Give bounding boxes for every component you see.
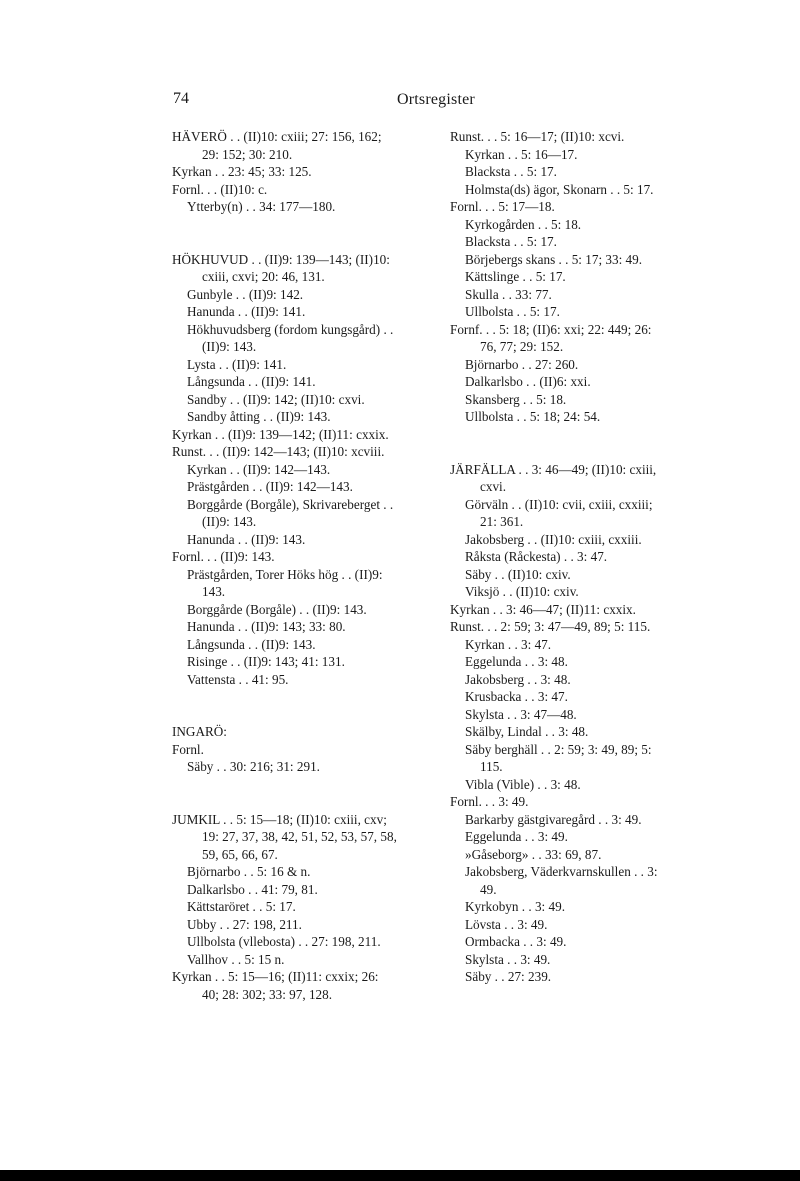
index-subentry: Sandby åtting . . (II)9: 143. — [187, 409, 331, 424]
index-subentry: Hanunda . . (II)9: 141. — [187, 304, 306, 319]
index-subentry: Barkarby gästgivaregård . . 3: 49. — [465, 811, 642, 827]
index-subentry: Kättslinge . . 5: 17. — [465, 269, 566, 284]
running-head-title: Ortsregister — [397, 91, 475, 108]
index-subentry: Vattensta . . 41: 95. — [187, 671, 289, 687]
index-subentry: Blacksta . . 5: 17. — [465, 164, 557, 179]
index-subentry: Skulla . . 33: 77. — [465, 286, 552, 302]
index-subentry: 40; 28: 302; 33: 97, 128. — [202, 986, 333, 1002]
index-entry: Fornf. . . 5: 18; (II)6: xxi; 22: 449; 26: — [450, 321, 652, 337]
index-entry: Fornl. . . (II)10: c. — [172, 181, 268, 197]
index-subentry: Björnarbo . . 27: 260. — [465, 356, 579, 372]
index-subentry: Hanunda . . (II)9: 143; 33: 80. — [187, 619, 346, 634]
index-subentry: Ytterby(n) . . 34: 177—180. — [187, 199, 336, 214]
index-subentry: 59, 65, 66, 67. — [202, 846, 278, 862]
index-subentry: Sandby . . (II)9: 142; (II)10: cxvi. — [187, 391, 365, 407]
index-subentry: Lysta . . (II)9: 141. — [187, 356, 287, 372]
index-subentry: 29: 152; 30: 210. — [202, 146, 293, 162]
index-subentry: Risinge . . (II)9: 143; 41: 131. — [187, 654, 345, 669]
index-subentry: Dalkarlsbo . . 41: 79, 81. — [187, 881, 318, 897]
index-subentry: Prästgården . . (II)9: 142—143. — [187, 479, 353, 494]
index-subentry: Dalkarlsbo . . (II)6: xxi. — [465, 374, 591, 389]
entry-spacer — [172, 776, 440, 811]
index-entry: Runst. . . 5: 16—17; (II)10: xcvi. — [450, 129, 625, 144]
index-subentry: Ullbolsta (vllebosta) . . 27: 198, 211. — [187, 934, 381, 949]
index-subentry: Björnarbo . . 5: 16 & n. — [187, 864, 311, 879]
index-subentry: Borggårde (Borgåle), Skrivareberget . . — [187, 496, 394, 512]
index-subentry: »Gåseborg» . . 33: 69, 87. — [465, 846, 602, 862]
index-subentry: Gunbyle . . (II)9: 142. — [187, 286, 304, 302]
index-subentry: Säby . . 27: 239. — [465, 969, 552, 984]
index-entry: Fornl. . . (II)9: 143. — [172, 549, 275, 564]
index-subentry: Hanunda . . (II)9: 143. — [187, 531, 306, 547]
index-subentry: Kyrkan . . (II)9: 142—143. — [187, 461, 331, 477]
index-subentry: Holmsta(ds) ägor, Skonarn . . 5: 17. — [465, 181, 654, 197]
index-subentry: Skylsta . . 3: 47—48. — [465, 706, 577, 722]
index-entry: Kyrkan . . 5: 15—16; (II)11: cxxix; 26: — [172, 969, 379, 984]
index-entry: Runst. . . (II)9: 142—143; (II)10: xcviii. — [172, 444, 385, 459]
index-entry: Runst. . . 2: 59; 3: 47—49, 89; 5: 115. — [450, 619, 651, 634]
index-subentry: Jakobsberg . . (II)10: cxiii, cxxiii. — [465, 531, 642, 547]
index-subentry: cxiii, cxvi; 20: 46, 131. — [202, 269, 325, 284]
index-subentry: Säby berghäll . . 2: 59; 3: 49, 89; 5: — [465, 741, 652, 757]
entry-spacer — [172, 688, 440, 723]
index-subentry: 19: 27, 37, 38, 42, 51, 52, 53, 57, 58, — [202, 829, 397, 844]
index-subentry: Hökhuvudsberg (fordom kungsgård) . . — [187, 321, 394, 337]
page-number: 74 — [173, 90, 189, 107]
index-subentry: (II)9: 143. — [202, 339, 257, 354]
index-subentry: Krusbacka . . 3: 47. — [465, 689, 568, 704]
index-entry: Kyrkan . . 23: 45; 33: 125. — [172, 164, 312, 179]
index-subentry: Råksta (Råckesta) . . 3: 47. — [465, 549, 608, 564]
index-subentry: Ormbacka . . 3: 49. — [465, 934, 567, 949]
index-subentry: Görväln . . (II)10: cvii, cxiii, cxxiii; — [465, 496, 653, 512]
index-subentry: Kyrkan . . 3: 47. — [465, 636, 552, 652]
index-subentry: (II)9: 143. — [202, 514, 257, 529]
index-subentry: Kättstaröret . . 5: 17. — [187, 899, 296, 914]
index-subentry: Långsunda . . (II)9: 143. — [187, 636, 316, 652]
index-subentry: Kyrkogården . . 5: 18. — [465, 216, 582, 232]
index-subentry: Jakobsberg, Väderkvarnskullen . . 3: — [465, 864, 658, 879]
index-subentry: Eggelunda . . 3: 48. — [465, 654, 568, 669]
index-subentry: Säby . . 30: 216; 31: 291. — [187, 759, 320, 774]
index-subentry: 76, 77; 29: 152. — [480, 339, 564, 354]
index-entry: JUMKIL . . 5: 15—18; (II)10: cxiii, cxv; — [172, 811, 387, 827]
index-subentry: Börjebergs skans . . 5: 17; 33: 49. — [465, 251, 643, 267]
index-subentry: Kyrkobyn . . 3: 49. — [465, 899, 566, 914]
index-entry: HÄVERÖ . . (II)10: cxiii; 27: 156, 162; — [172, 129, 382, 144]
index-subentry: 21: 361. — [480, 514, 524, 529]
index-subentry: Skansberg . . 5: 18. — [465, 391, 567, 407]
index-subentry: Skälby, Lindal . . 3: 48. — [465, 724, 589, 739]
scan-border — [0, 1170, 800, 1181]
index-subentry: Långsunda . . (II)9: 141. — [187, 374, 316, 389]
index-subentry: Säby . . (II)10: cxiv. — [465, 566, 571, 582]
index-subentry: 115. — [480, 759, 503, 774]
index-entry: Kyrkan . . 3: 46—47; (II)11: cxxix. — [450, 601, 636, 617]
index-entry: INGARÖ: — [172, 724, 227, 739]
index-entry: Fornl. . . 5: 17—18. — [450, 199, 555, 214]
index-column-right — [450, 128, 716, 986]
index-column-left — [172, 128, 440, 1003]
index-subentry: Ubby . . 27: 198, 211. — [187, 916, 302, 932]
index-entry: JÄRFÄLLA . . 3: 46—49; (II)10: cxiii, — [450, 461, 657, 477]
index-subentry: Ullbolsta . . 5: 17. — [465, 304, 560, 319]
index-subentry: Kyrkan . . 5: 16—17. — [465, 146, 578, 162]
index-entry: HÖKHUVUD . . (II)9: 139—143; (II)10: — [172, 251, 390, 267]
index-entry: Fornl. — [172, 741, 204, 757]
index-subentry: Viksjö . . (II)10: cxiv. — [465, 584, 579, 599]
index-subentry: Jakobsberg . . 3: 48. — [465, 671, 571, 687]
index-subentry: Skylsta . . 3: 49. — [465, 951, 551, 967]
index-subentry: Vallhov . . 5: 15 n. — [187, 951, 285, 967]
index-subentry: Prästgården, Torer Höks hög . . (II)9: — [187, 566, 383, 582]
index-subentry: 143. — [202, 584, 226, 599]
index-subentry: cxvi. — [480, 479, 507, 494]
index-subentry: Blacksta . . 5: 17. — [465, 234, 557, 249]
index-entry: Kyrkan . . (II)9: 139—142; (II)11: cxxix. — [172, 426, 389, 442]
entry-spacer — [450, 426, 716, 461]
index-subentry: Vibla (Vible) . . 3: 48. — [465, 776, 581, 792]
index-subentry: Lövsta . . 3: 49. — [465, 916, 548, 932]
entry-spacer — [172, 216, 440, 251]
index-subentry: Borggårde (Borgåle) . . (II)9: 143. — [187, 601, 367, 617]
index-subentry: Eggelunda . . 3: 49. — [465, 829, 568, 844]
index-subentry: 49. — [480, 881, 497, 897]
index-subentry: Ullbolsta . . 5: 18; 24: 54. — [465, 409, 601, 424]
index-entry: Fornl. . . 3: 49. — [450, 794, 529, 809]
